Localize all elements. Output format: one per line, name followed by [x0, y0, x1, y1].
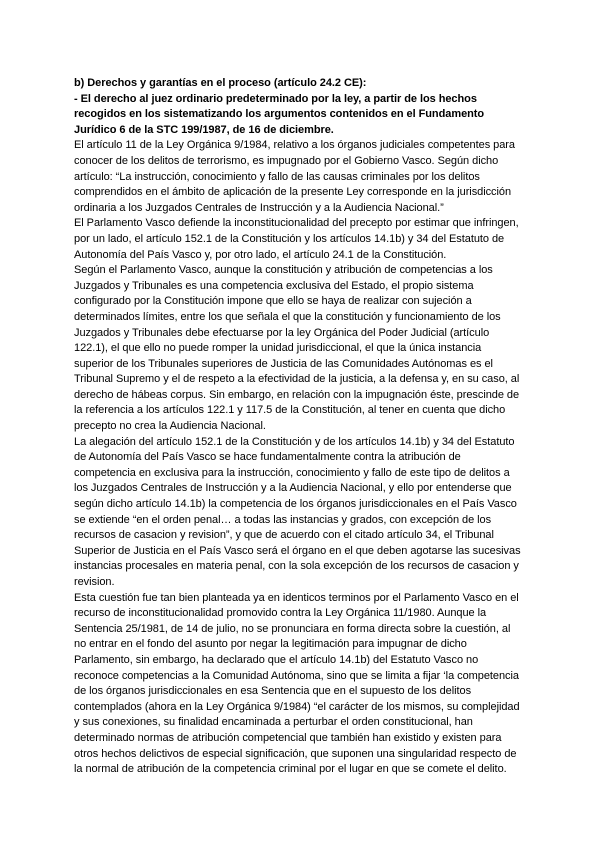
section-heading [74, 76, 554, 138]
text-line: Tribunal Supremo y el de respeto a la efectividad de la justicia, a la defensa y, en su caso, al [74, 373, 520, 386]
text-line: Según el Parlamento Vasco, aunque la constitución y atribución de competencias a los [74, 264, 493, 277]
text-line: Esta cuestión fue tan bien planteada ya en identicos terminos por el Parlamento Vasco en el [74, 591, 519, 604]
text-line: Autonomía del País Vasco y, por otro lado, el artículo 24.1 de la Constitución. [74, 248, 447, 261]
text-line: reconoce competencias a la Comunidad Autónoma, sino que se limita a fijar ‘la competencia [74, 669, 519, 682]
text-line: de Autonomía del País Vasco se hace fundamentalmente contra la atribución de [74, 451, 461, 464]
text-line: precepto no crea la Audiencia Nacional. [74, 420, 266, 433]
text-line: conocer de los delitos de terrorismo, es impugnado por el Gobierno Vasco. Según dicho [74, 154, 499, 167]
text-line: los Juzgados Centrales de Instrucción y a la Audiencia Nacional, y ello por entenderse que [74, 482, 512, 495]
heading-line: recogidos en los sistematizando los argumentos contenidos en el Fundamento [74, 108, 485, 121]
text-line: otros hechos delictivos de especial significación, que suponen una singularidad respecto de [74, 747, 517, 760]
text-line: El artículo 11 de la Ley Orgánica 9/1984, relativo a los órganos judiciales competentes para [74, 139, 515, 152]
text-line: comprendidos en el ámbito de aplicación de la presente Ley corresponde en la jurisdicción [74, 186, 512, 199]
text-line: 122.1), el que ello no puede romper la unidad jurisdiccional, el que la única instancia [74, 342, 482, 355]
text-line: Juzgados y Tribunales debe efectuarse por la ley Orgánica del Poder Judicial (artículo [74, 326, 490, 339]
text-line: determinado normas de atribución competencial que también han existido y existen para [74, 731, 502, 744]
text-line: recurso de inconstitucionalidad promovido contra la Ley Orgánica 11/1980. Aunque la [74, 607, 487, 620]
text-line: no entrar en el fondo del asunto por negar la legitimación para impugnar de dicho [74, 638, 467, 651]
text-line: por un lado, el artículo 152.1 de la Constitución y los artículos 14.1b) y 34 del Estatuto de [74, 232, 505, 245]
text-line: contemplados (ahora en la Ley Orgánica 9/1984) “el carácter de los mismos, su complejidad [74, 700, 520, 713]
text-line: La alegación del artículo 152.1 de la Constitución y de los artículos 14.1b) y 34 del Estatuto [74, 435, 515, 448]
heading-line: b) Derechos y garantías en el proceso (artículo 24.2 CE): [74, 77, 367, 89]
text-line: de los órganos jurisdiccionales en esa Sentencia que en el supuesto de los delitos [74, 685, 472, 698]
text-line: y sus conexiones, su finalidad encaminada a perturbar el orden constitucional, han [74, 716, 473, 729]
text-line: recursos de casacion y revision”, y que de acuerdo con el citado artículo 34, el Tribunal [74, 529, 494, 542]
text-line: ordinaria a los Juzgados Centrales de Instrucción y a la Audiencia Nacional.” [74, 201, 444, 214]
text-line: instancias procesales en materia penal, con la sola excepción de los recursos de casacion y [74, 560, 519, 573]
text-line: derecho de hábeas corpus. Sin embargo, en relación con la impugnación éste, prescinde de [74, 388, 520, 401]
text-line: Sentencia 25/1981, de 14 de julio, no se pronunciara en forma directa sobre la cuestión, al [74, 622, 511, 635]
text-line: Juzgados y Tribunales es una competencia exclusiva del Estado, el propio sistema [74, 279, 474, 292]
text-line: competencia en exclusiva para la instrucción, conocimiento y fallo de este tipo de delitos a [74, 466, 510, 479]
text-line: artículo: “La instrucción, conocimiento y fallo de las causas criminales por los delitos [74, 170, 480, 183]
text-line: la referencia a los artículos 122.1 y 117.5 de la Constitución, al tener en cuenta que dicho [74, 404, 506, 417]
text-line: Parlamento, sin embargo, ha declarado que el artículo 14.1b) del Estatuto Vasco no [74, 653, 479, 666]
text-line: configurado por la Constitución impone que ello se haya de realizar con sujeción a [74, 295, 472, 308]
text-line: según dicho artículo 14.1b) la competencia de los órganos jurisdiccionales en el País Vasco [74, 498, 517, 511]
text-line: Superior de Justicia en el País Vasco será el órgano en el que deben agotarse las sucesivas [74, 544, 521, 557]
document-page [74, 76, 554, 778]
text-line: determinados límites, entre los que señala el que la constitución y funcionamiento de los [74, 310, 501, 323]
text-line: se extiende “en el orden penal… a todas las instancias y grados, con excepción de los [74, 513, 492, 526]
body-text [74, 138, 554, 777]
text-line: la normal de atribución de la competencia criminal por el lugar en que se comete el delito. [74, 763, 507, 776]
text-line: revision. [74, 576, 115, 588]
heading-line: - El derecho al juez ordinario predeterminado por la ley, a partir de los hechos [74, 92, 477, 105]
text-line: El Parlamento Vasco defiende la inconstitucionalidad del precepto por estimar que infringen, [74, 217, 519, 230]
text-line: superior de los Tribunales superiores de Justicia de las Comunidades Autónomas es el [74, 357, 493, 370]
heading-line: Jurídico 6 de la STC 199/1987, de 16 de diciembre. [74, 123, 334, 136]
